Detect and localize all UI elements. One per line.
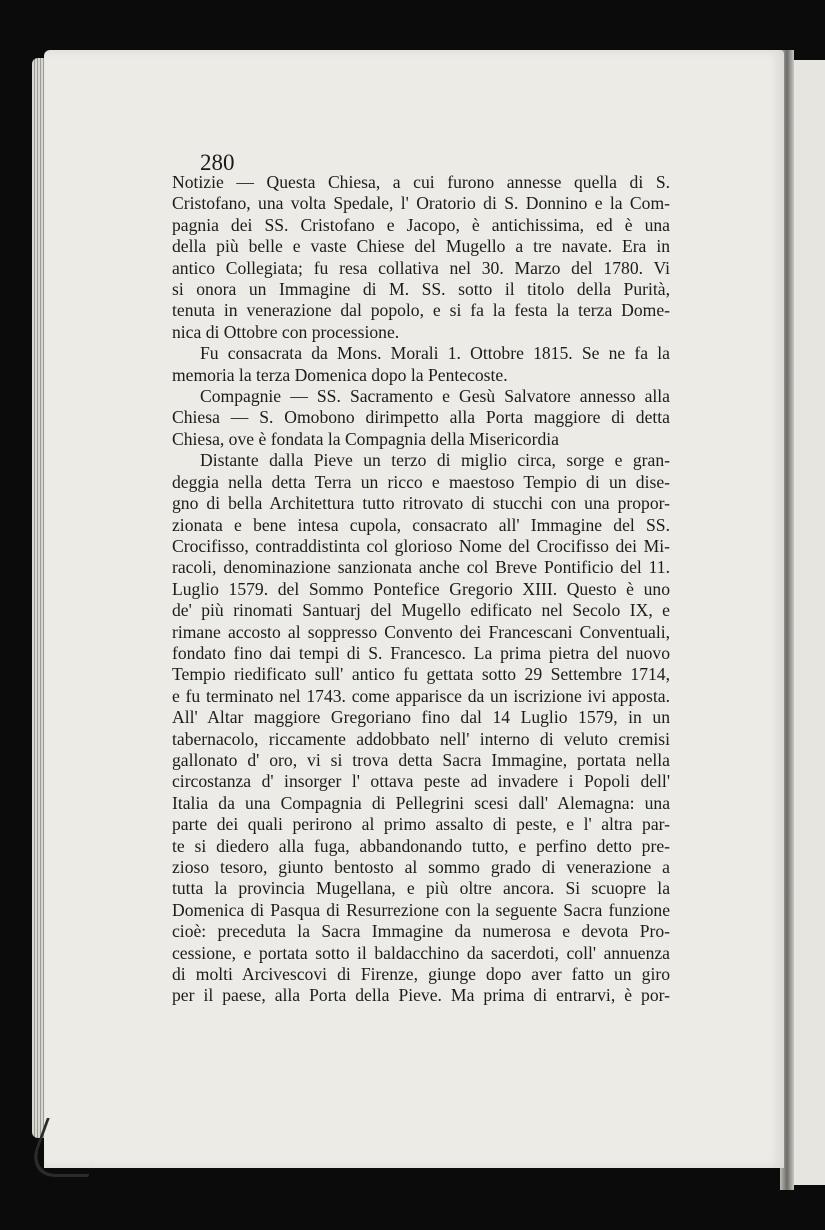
text-line: tenuta in venerazione dal popolo, e si fa la festa la terza Dome-: [172, 300, 670, 321]
text-line: Crocifisso, contraddistinta col glorioso Nome del Crocifisso dei Mi-: [172, 535, 670, 556]
text-line: circostanza d' insorger l' ottava peste ad invadere i Popoli dell': [172, 771, 670, 792]
text-line: zioso tesoro, giunto bentosto al sommo grado di venerazione a: [172, 857, 670, 877]
text-line: Distante dalla Pieve un terzo di miglio circa, sorge e gran-: [200, 450, 670, 471]
page-number: 280: [200, 150, 235, 175]
text-line: de' più rinomati Santuarj del Mugello edificato nel Secolo IX, e: [172, 600, 670, 621]
text-line: zionata e bene intesa cupola, consacrato all' Immagine del SS.: [172, 514, 670, 535]
text-line: nica di Ottobre con processione.: [172, 321, 400, 342]
text-line: della più belle e vaste Chiese del Mugello a tre navate. Era in: [172, 236, 670, 257]
text-line: Italia da una Compagnia di Pellegrini scesi dall' Alemagna: una: [172, 792, 670, 813]
text-line: Domenica di Pasqua di Resurrezione con la seguente Sacra funzione: [172, 899, 670, 920]
text-line: e fu terminato nel 1743. come apparisce da un iscrizione ivi apposta.: [172, 685, 670, 706]
text-line: Luglio 1579. del Sommo Pontefice Gregorio XIII. Questo è uno: [172, 578, 670, 599]
text-line: rimane accosto al soppresso Convento dei Francescani Conventuali,: [172, 621, 670, 642]
text-line: cessione, e portata sotto il baldacchino da sacerdoti, coll' annuenza: [172, 942, 670, 963]
text-line: Chiesa — S. Omobono dirimpetto alla Porta maggiore di detta: [172, 407, 670, 428]
text-line: tutta la provincia Mugellana, e più oltre ancora. Si scuopre la: [172, 878, 670, 899]
text-line: Compagnie — SS. Sacramento e Gesù Salvatore annesso alla: [200, 386, 670, 407]
text-line: All' Altar maggiore Gregoriano fino dal 14 Luglio 1579, in un: [172, 707, 670, 728]
text-line: di molti Arcivescovi di Firenze, giunge dopo aver fatto un giro: [172, 964, 670, 985]
text-line: si onora un Immagine di M. SS. sotto il titolo della Purità,: [172, 279, 670, 300]
page-text: [172, 172, 670, 1007]
text-line: Fu consacrata da Mons. Morali 1. Ottobre 1815. Se ne fa la: [200, 343, 670, 364]
text-line: antico Collegiata; fu resa collativa nel 30. Marzo del 1780. Vi: [172, 257, 670, 278]
facing-page: [790, 60, 825, 1185]
text-line: racoli, denominazione sanzionata anche col Breve Pontificio del 11.: [172, 557, 670, 578]
text-line: memoria la terza Domenica dopo la Pentecoste.: [172, 364, 508, 385]
text-line: Notizie — Questa Chiesa, a cui furono annesse quella di S.: [172, 172, 670, 192]
text-line: cioè: preceduta la Sacra Immagine da numerosa e devota Pro-: [172, 921, 670, 942]
text-line: parte dei quali perirono al primo assalto di peste, e l' altra par-: [172, 814, 670, 835]
text-line: gno di bella Architettura tutto ritrovato di stucchi con una propor-: [172, 493, 670, 514]
text-line: per il paese, alla Porta della Pieve. Ma prima di entrarvi, è por-: [172, 985, 670, 1006]
text-line: Tempio riedificato sull' antico fu gettata sotto 29 Settembre 1714,: [172, 664, 670, 685]
text-line: gallonato d' oro, vi si trova detta Sacra Immagine, portata nella: [172, 749, 670, 770]
text-line: fondato fino dai tempi di S. Francesco. La prima pietra del nuovo: [172, 642, 670, 663]
text-line: te si diedero alla fuga, abbandonando tutto, e perfino detto pre-: [172, 835, 670, 856]
text-line: tabernacolo, riccamente addobbato nell' interno di veluto cremisi: [172, 728, 670, 749]
text-line: Cristofano, una volta Spedale, l' Oratorio di S. Donnino e la Com-: [172, 193, 670, 214]
text-line: Chiesa, ove è fondata la Compagnia della Misericordia: [172, 428, 559, 449]
text-line: deggia nella detta Terra un ricco e maestoso Tempio di un dise-: [172, 471, 670, 492]
text-line: pagnia dei SS. Cristofano e Jacopo, è antichissima, ed è una: [172, 214, 670, 235]
